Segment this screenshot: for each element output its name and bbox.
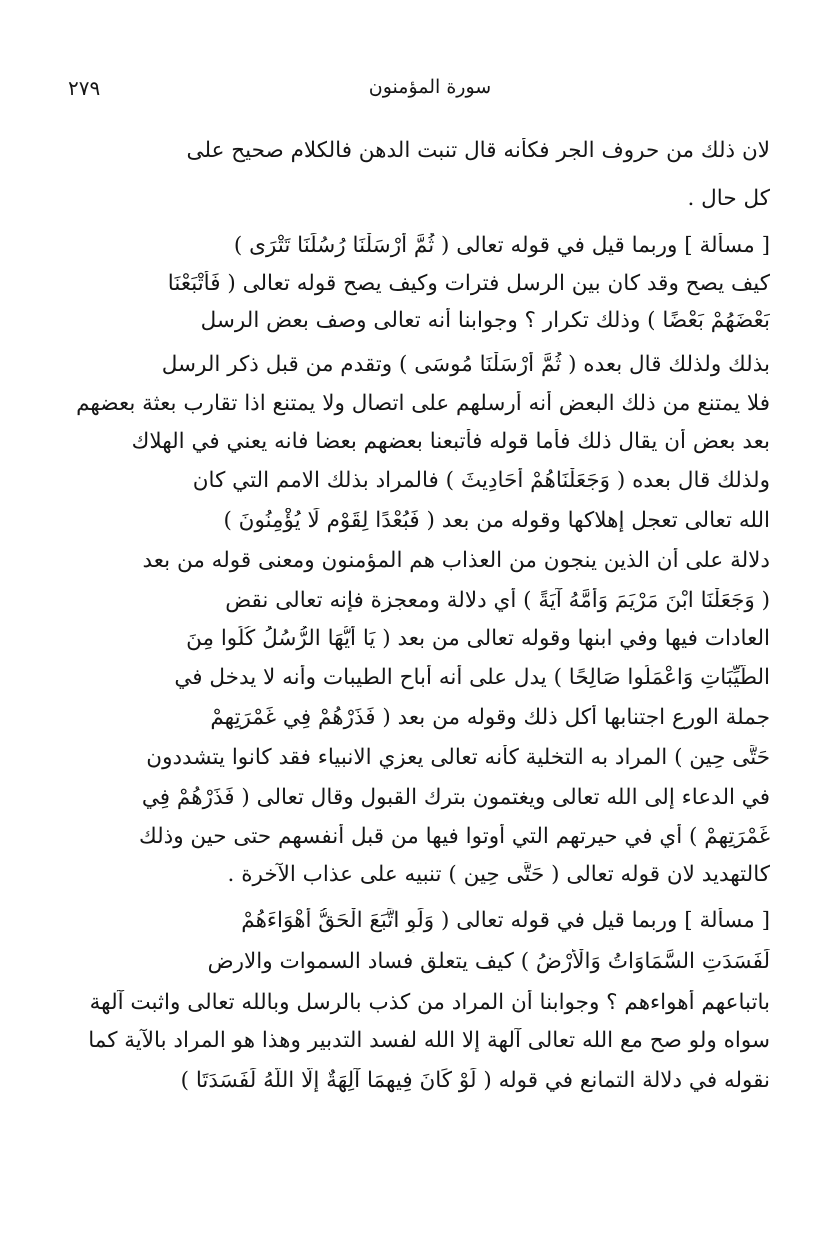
text-line: بعد بعض أن يقال ذلك فأما قوله فأتبعنا بعضهم بعضا فانه يعني في الهلاك	[131, 429, 770, 454]
text-line: نقوله في دلالة التمانع في قوله ( لَوْ كَانَ فِيهِمَا آلِهَةٌ إِلَّا اللَّهُ لَفَسَدَتَا )	[180, 1068, 770, 1093]
text-line: كيف يصح وقد كان بين الرسل فترات وكيف يصح قوله تعالى ( فَأَتْبَعْنَا	[167, 271, 770, 296]
text-line: حَتَّى حِينٍ ) المراد به التخلية كأنه تعالى يعزي الانبياء فقد كانوا يتشددون	[146, 745, 770, 770]
text-line: دلالة على أن الذين ينجون من العذاب هم المؤمنون ومعنى قوله من بعد	[142, 548, 770, 573]
text-line: كل حال .	[687, 186, 770, 211]
text-line: ( وَجَعَلْنَا ابْنَ مَرْيَمَ وَأُمَّهُ آيَةً ) أي دلالة ومعجزة فإنه تعالى نقض	[225, 588, 770, 613]
text-line: بذلك ولذلك قال بعده ( ثُمَّ أَرْسَلْنَا مُوسَى ) وتقدم من قبل ذكر الرسل	[161, 352, 770, 377]
text-line: جملة الورع اجتنابها أكل ذلك وقوله من بعد ( فَذَرْهُمْ فِي غَمْرَتِهِمْ	[210, 705, 770, 730]
text-line: فلا يمتنع من ذلك البعض أنه أرسلهم على اتصال ولا يمتنع اذا تقارب بعثة بعضهم	[76, 391, 770, 416]
page-header	[60, 76, 760, 106]
surah-title: سورة المؤمنون	[368, 76, 492, 98]
text-line: الطَّيِّبَاتِ وَاعْمَلُوا صَالِحًا ) يدل على أنه أباح الطيبات وأنه لا يدخل في	[174, 665, 770, 690]
text-line: لَفَسَدَتِ السَّمَاوَاتُ وَالْأَرْضُ ) كيف يتعلق فساد السموات والارض	[207, 949, 770, 974]
text-line: بَعْضَهُمْ بَعْضًا ) وذلك تكرار ؟ وجوابنا أنه تعالى وصف بعض الرسل	[200, 308, 770, 333]
text-line: العادات فيها وفي ابنها وقوله تعالى من بعد ( يَا أَيُّهَا الرُّسُلُ كُلُوا مِنَ	[186, 626, 770, 651]
text-line: الله تعالى تعجل إهلاكها وقوله من بعد ( فَبُعْدًا لِقَوْمٍ لَا يُؤْمِنُونَ )	[223, 508, 770, 533]
text-line: [ مسألة ] وربما قيل في قوله تعالى ( ثُمَّ أَرْسَلْنَا رُسُلَنَا تَتْرَى )	[233, 233, 770, 258]
text-line: لان ذلك من حروف الجر فكأنه قال تنبت الدهن فالكلام صحيح على	[186, 138, 770, 163]
text-line: سواه ولو صح مع الله تعالى آلهة إلا الله لفسد التدبير وهذا هو المراد بالآية كما	[88, 1028, 770, 1053]
text-line: غَمْرَتِهِمْ ) أي في حيرتهم التي أوتوا فيها من قبل أنفسهم حتى حين وذلك	[138, 824, 770, 849]
page-number: ٢٧٩	[68, 76, 101, 100]
text-line: [ مسألة ] وربما قيل في قوله تعالى ( وَلَوِ اتَّبَعَ الْحَقُّ أَهْوَاءَهُمْ	[241, 908, 770, 933]
text-line: باتباعهم أهواءهم ؟ وجوابنا أن المراد من كذب بالرسل وبالله تعالى واثبت آلهة	[89, 990, 770, 1015]
text-line: ولذلك قال بعده ( وَجَعَلْنَاهُمْ أَحَادِيثَ ) فالمراد بذلك الامم التي كان	[192, 468, 770, 493]
text-line: كالتهديد لان قوله تعالى ( حَتَّى حِينٍ ) تنبيه على عذاب الآخرة .	[227, 862, 770, 887]
text-line: في الدعاء إلى الله تعالى ويغتمون بترك القبول وقال تعالى ( فَذَرْهُمْ فِي	[141, 785, 770, 810]
